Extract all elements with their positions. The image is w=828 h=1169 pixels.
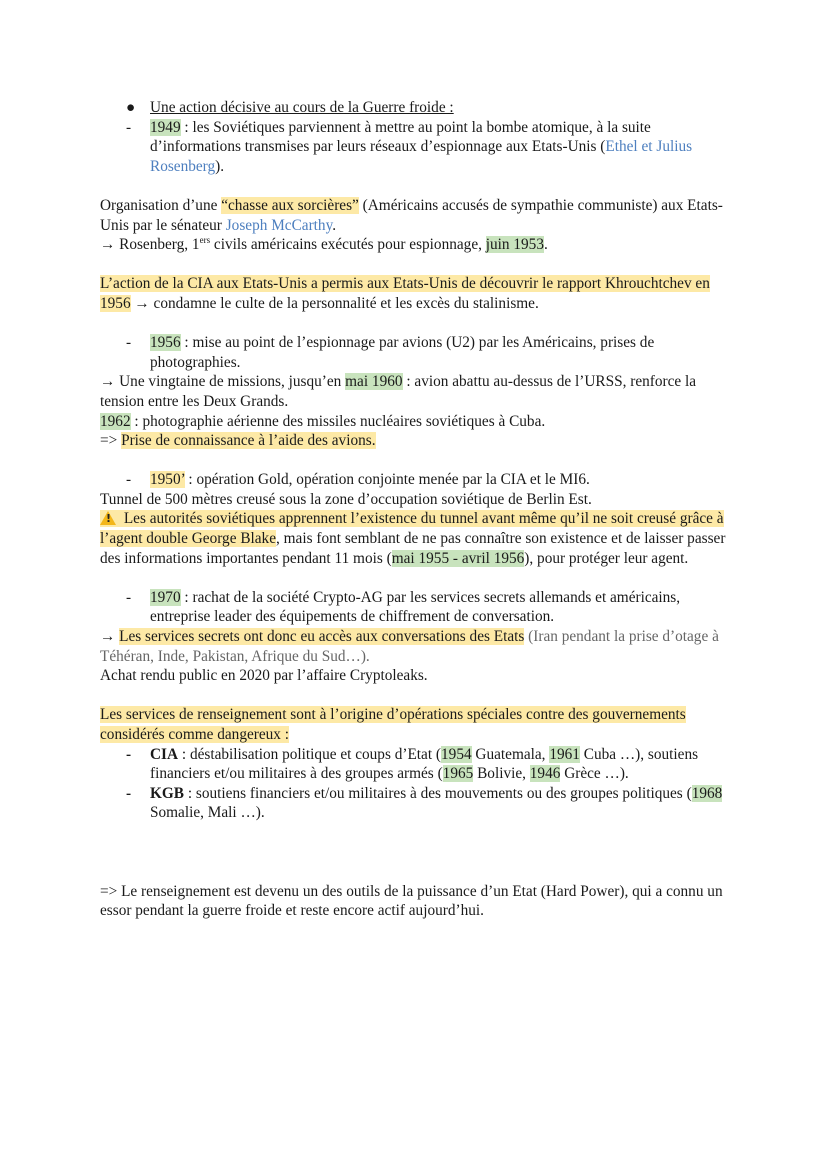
highlight: Prise de connaissance à l’aide des avions. xyxy=(121,432,376,450)
paragraph: Achat rendu public en 2020 par l’affaire Cryptoleaks. xyxy=(100,667,428,685)
paragraph: => Prise de connaissance à l’aide des avions. xyxy=(100,432,376,450)
paragraph: Tunnel de 500 mètres creusé sous la zone d’occupation soviétique de Berlin Est. xyxy=(100,490,592,508)
highlight: L’action de la CIA aux Etats-Unis a permis aux Etats-Unis de découvrir le rapport Khrouchtchev en 1956 xyxy=(100,275,710,312)
year-highlight: 1954 xyxy=(441,745,472,763)
paragraph: → Une vingtaine de missions, jusqu’en mai 1960 : avion abattu au-dessus de l’URSS, renforce la tension entre les Deux Grands. xyxy=(100,373,697,410)
dash-marker: - xyxy=(126,471,132,489)
paragraph: 1962 : photographie aérienne des missiles nucléaires soviétiques à Cuba. xyxy=(100,412,546,430)
year-highlight: 1970 xyxy=(150,588,181,606)
year-highlight: 1968 xyxy=(691,784,723,802)
dash-item xyxy=(100,588,740,627)
year-highlight: 1946 xyxy=(529,765,561,783)
date-highlight: mai 1955 - avril 1956 xyxy=(391,549,525,567)
dash-text: 1949 : les Soviétiques parviennent à mettre au point la bombe atomique, à la suite d’informations transmises par leurs réseaux d’espionnage aux Etats-Unis (Ethel et Julius Rosenberg). xyxy=(150,118,693,175)
dash-text: 1970 : rachat de la société Crypto-AG par les services secrets allemands et américains, entreprise leader des équipements de chiffrement de conversation. xyxy=(150,588,681,626)
dash-marker: - xyxy=(126,118,132,136)
year-highlight: 1956 xyxy=(150,334,181,352)
date-highlight: juin 1953 xyxy=(485,236,544,254)
highlight: Les services secrets ont donc eu accès aux conversations des Etats xyxy=(119,628,525,646)
paragraph: L’action de la CIA aux Etats-Unis a permis aux Etats-Unis de découvrir le rapport Khrouchtchev en 1956 → condamne le culte de la personnalité et les excès du stalinisme. xyxy=(100,275,710,312)
paragraph: → Rosenberg, 1ers civils américains exécutés pour espionnage, juin 1953. xyxy=(100,235,548,254)
dash-text: 1956 : mise au point de l’espionnage par avions (U2) par les Américains, prises de photographies. xyxy=(150,334,655,371)
bullet-item xyxy=(100,98,740,118)
highlight: “chasse aux sorcières” xyxy=(221,196,359,214)
conclusion: => Le renseignement est devenu un des outils de la puissance d’un Etat (Hard Power), qui a connu un essor pendant la guerre froide et reste encore actif aujourd’hui. xyxy=(100,882,723,920)
dash-marker: - xyxy=(126,334,132,352)
paragraph xyxy=(100,705,740,744)
dash-item-cia xyxy=(100,745,740,784)
highlight: Les services de renseignement sont à l’origine d’opérations spéciales contre des gouvernements considérés comme dangereux : xyxy=(100,706,686,743)
paragraph: Organisation d’une “chasse aux sorcières” (Américains accusés de sympathie communiste) aux Etats-Unis par le sénateur Joseph McCarthy. xyxy=(100,196,723,234)
year-highlight: 1962 xyxy=(100,412,131,430)
document-page xyxy=(100,98,740,921)
dash-item-kgb xyxy=(100,784,740,823)
dash-marker: - xyxy=(126,745,132,763)
warning-icon xyxy=(100,511,116,525)
dash-marker: - xyxy=(126,588,132,606)
dash-text: CIA : déstabilisation politique et coups d’Etat (1954 Guatemala, 1961 Cuba …), soutiens financiers et/ou militaires à des groupes armés (1965 Bolivie, 1946 Grèce …). xyxy=(150,745,699,783)
paragraph: ! Les autorités soviétiques apprennent l’existence du tunnel avant même qu’il ne soit creusé grâce à l’agent double George Blake, mais font semblant de ne pas connaître son existence et de laisser passer des informations importantes pendant 11 mois (mai 1955 - avril 1956), pour protéger leur agent. xyxy=(100,509,740,568)
dash-item xyxy=(100,470,740,490)
dash-item xyxy=(100,333,740,372)
section-heading: Une action décisive au cours de la Guerre froide : xyxy=(150,99,454,116)
year-highlight: 1950’ xyxy=(150,471,185,489)
dash-item xyxy=(100,118,740,177)
year-highlight: 1965 xyxy=(442,765,474,783)
highlight: ! Les autorités soviétiques apprennent l’existence du tunnel avant même qu’il ne soit creusé grâce à l’agent double George Blake xyxy=(100,510,724,547)
date-highlight: mai 1960 xyxy=(345,373,403,391)
dash-text: KGB : soutiens financiers et/ou militaires à des mouvements ou des groupes politiques (1968 Somalie, Mali …). xyxy=(150,784,723,822)
year-highlight: 1949 xyxy=(150,118,181,136)
year-highlight: 1961 xyxy=(549,745,580,763)
rosenberg-link[interactable]: Ethel et Julius Rosenberg xyxy=(150,138,693,175)
dash-marker: - xyxy=(126,784,132,802)
mccarthy-link[interactable]: Joseph McCarthy xyxy=(225,216,333,234)
bullet-marker: ● xyxy=(126,99,136,116)
paragraph: → Les services secrets ont donc eu accès aux conversations des Etats (Iran pendant la prise d’otage à Téhéran, Inde, Pakistan, Afrique du Sud…). xyxy=(100,628,719,665)
dash-text: 1950’ : opération Gold, opération conjointe menée par la CIA et le MI6. xyxy=(150,471,590,489)
